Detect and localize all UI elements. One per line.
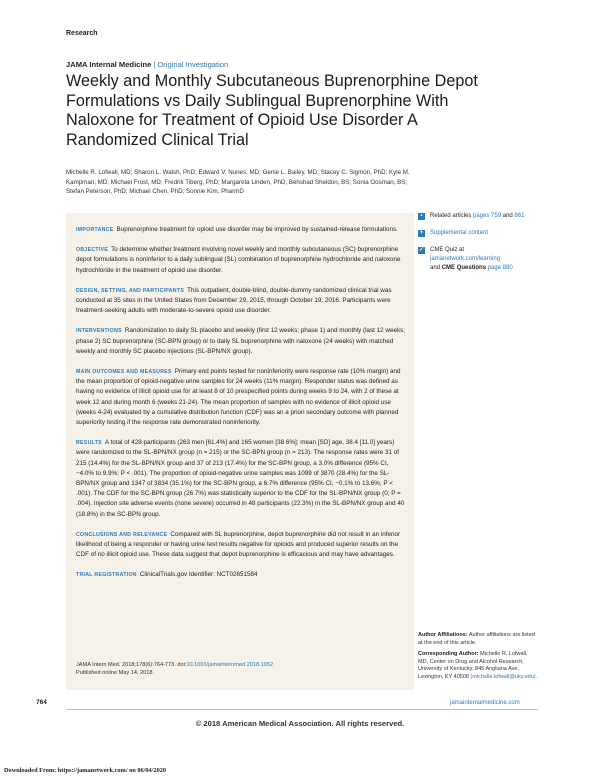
related-articles-icon: ▪ (418, 213, 425, 220)
abstract (76, 225, 408, 591)
citation-prefix: JAMA Intern Med. 2018;178(6):764-773. doi: (76, 662, 187, 668)
published-online: Published online May 14, 2018. (76, 670, 155, 677)
abstract-heading: RESULTS (76, 440, 102, 447)
abstract-text: Compared with SL buprenorphine, depot buprenorphine did not result in an inferior likelihood of being a responder or having urine test results negative for opioids and produced superior results on the CDF of no illicit opioid use. These data suggest that depot buprenorphine is efficacious and may have advantages. (76, 530, 401, 559)
sidebar (418, 212, 538, 281)
supplemental-content (418, 229, 538, 238)
abstract-text: Buprenorphine treatment for opioid use disorder may be improved by sustained-release formulations. (116, 226, 398, 233)
cme-icon: ✓ (418, 247, 425, 253)
abstract-conclusions (76, 530, 408, 561)
related-and: and (502, 213, 513, 219)
related-articles-label: Related articles (430, 213, 472, 219)
related-articles (418, 212, 538, 221)
article-title: Weekly and Monthly Subcutaneous Buprenorphine Depot Formulations vs Daily Sublingual Buprenorphine With Naloxone for Treatment of Opioid Use Disorder A Randomized Clinical Trial (66, 72, 478, 149)
related-pages-link[interactable]: pages 759 (473, 213, 502, 219)
cme-quiz (418, 246, 538, 273)
abstract-trial-registration (76, 570, 408, 580)
doi-link[interactable]: 10.1001/jamainternmed.2018.1052 (186, 662, 274, 668)
article-category-link[interactable]: Original Investigation (157, 60, 229, 69)
cme-questions-page-link[interactable]: page 880 (487, 265, 513, 271)
email-link[interactable]: (michelle.lofwall@uky.edu). (470, 673, 538, 680)
copyright: © 2018 American Medical Association. All rights reserved. (195, 719, 405, 728)
abstract-text: This outpatient, double-blind, double-dummy randomized clinical trial was conducted at 35 sites in the United States from December 29, 2015, through October 19, 2016. Participants were treatment-seeking adults with moderate-to-severe opioid use disorder. (76, 286, 392, 315)
journal-name: JAMA Internal Medicine (66, 60, 152, 69)
footer-divider (66, 709, 538, 710)
abstract-design (76, 286, 408, 317)
citation-block (76, 661, 406, 678)
abstract-text: Randomization to daily SL placebo and weekly (first 12 weeks; phase 1) and monthly (last 12 weeks; phase 2) SC buprenorphine (SC-BPN group) or to daily SL buprenorphine with naloxone (24 weeks) with matched weekly and monthly SC placebo injections (SL-BPN/NX group). (76, 327, 406, 355)
section-label: Research (66, 30, 98, 37)
corresponding-author-text: Michelle R. Lofwall, MD, Center on Drug and Alcohol Research, University of Kentucky, 845 Angliana Ave, Lexington, KY 40508 (418, 651, 528, 680)
affiliations-text: Author affiliations are listed at the end of this article. (418, 632, 535, 646)
author-list: Michelle R. Lofwall, MD; Sharon L. Walsh, PhD; Edward V. Nunes, MD; Genie L. Bailey, MD; Stacey C. Sigmon, PhD; Kyle M. Kampman, MD; Michael Frost, MD; Fredrik Tiberg, PhD; Margareta Linden, PhD; Behshad Sheldon, BS; Sonia Oosman, BS; Stefan Peterson, PhD; Michael Chen, PhD; Sonnie Kim, PharmD (66, 169, 410, 196)
affiliations-label: Author Affiliations: (418, 632, 468, 638)
abstract-text: To determine whether treatment involving novel weekly and monthly subcutaneous (SC) buprenorphine depot formulations is noninferior to a daily sublingual (SL) combination of buprenorphine hydrochloride and naloxone hydrochloride in the treatment of opioid use disorder. (76, 246, 401, 274)
website-link[interactable]: jamainternalmedicine.com (450, 700, 520, 706)
abstract-interventions (76, 326, 408, 357)
abstract-outcomes (76, 367, 408, 428)
related-pages-link-2[interactable]: 861 (514, 213, 525, 219)
abstract-text: ClinicalTrials.gov Identifier: NCT02651584 (139, 571, 258, 579)
corresponding-author-label: Corresponding Author: (418, 651, 479, 658)
abstract-importance (76, 225, 408, 235)
abstract-heading: OBJECTIVE (76, 247, 109, 254)
abstract-heading: INTERVENTIONS (76, 328, 122, 335)
page-number: 764 (36, 699, 47, 706)
author-affiliations (418, 632, 538, 682)
abstract-text: Primary end points tested for noninferiority were response rate (10% margin) and the mean proportion of opioid-negative urine samples for 24 weeks (11% margin). Responder status was defined as having no evidence of illicit opioid use for at least 8 of 10 prespecified points during weeks 9 to 24, with 2 of these at week 12 and during month 6 (weeks 21-24). The mean proportion of samples with no evidence of illicit opioid use (weeks 4-24) evaluated by a cumulative distribution function (CDF) was an a priori secondary outcome with planned superiority testing if the response rate demonstrated noninferiority. (76, 368, 401, 427)
abstract-heading: MAIN OUTCOMES AND MEASURES (76, 369, 172, 376)
cme-quiz-label: CME Quiz at (430, 247, 465, 253)
corresponding-author (418, 651, 538, 681)
abstract-heading: CONCLUSIONS AND RELEVANCE (76, 531, 168, 538)
plus-icon: + (419, 230, 424, 236)
cme-questions-prefix: and (430, 265, 441, 271)
journal-header (66, 60, 228, 69)
abstract-heading: DESIGN, SETTING, AND PARTICIPANTS (76, 287, 185, 294)
header-separator: | (153, 60, 156, 69)
abstract-heading: TRIAL REGISTRATION (76, 572, 137, 579)
supplemental-content-link[interactable]: Supplemental content (430, 230, 489, 236)
citation-line (76, 661, 406, 669)
abstract-text: A total of 428 participants (263 men [61.4%] and 165 women [38.6%]; mean [SD] age, 38.4 [11.0] years) were randomized to the SL-BPN/NX group (n = 215) or the SC-BPN group (n = 213). The response rates were 31 of 215 (14.4%) for the SL-BPN/NX group and 37 of 213 (17.4%) for the SC-BPN group, a 3.0% difference (95% CI, −4.0% to 9.9%; P < .001). The proportion of opioid-negative urine samples was 1099 of 3870 (28.4%) for the SL-BPN/NX group and 1347 of 3834 (35.1%) for the SC-BPN group, a 6.7% difference (95% CI, −0.1% to 13.6%; P < .001). The CDF for the SC-BPN group (26.7%) was statistically superior to the CDF for the SL-BPN/NX group (0; P = .004). Injection site adverse events (none severe) occurred in 48 participants (22.3%) in the SL-BPN/NX group and 40 (18.8%) in the SC-BPN group. (76, 439, 405, 518)
abstract-heading: IMPORTANCE (76, 227, 114, 233)
cme-questions-label: CME Questions (441, 265, 487, 271)
download-notice: Downloaded From: https://jamanetwork.com/ on 06/04/2020 (4, 767, 167, 774)
abstract-objective (76, 245, 408, 276)
abstract-results (76, 438, 408, 520)
affiliations-note (418, 632, 538, 647)
cme-url-link[interactable]: jamanetwork.com/learning (430, 256, 501, 262)
